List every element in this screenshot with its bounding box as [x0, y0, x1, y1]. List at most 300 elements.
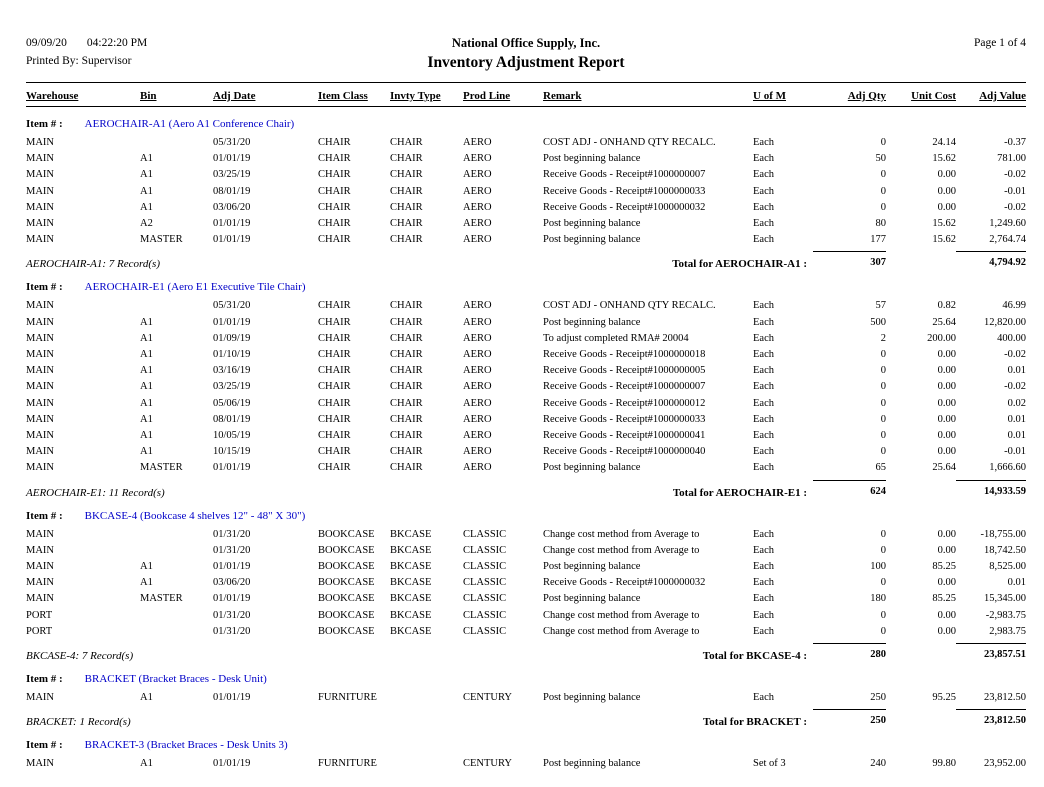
cell-prod-line: AERO — [463, 349, 492, 361]
cell-warehouse: MAIN — [26, 381, 54, 393]
table-row — [26, 690, 1026, 706]
cell-adj-qty: 0 — [880, 625, 886, 637]
cell-remark: Change cost method from Average to — [543, 528, 700, 540]
cell-warehouse: MAIN — [26, 430, 54, 442]
cell-adj-date: 01/01/19 — [213, 316, 251, 328]
cell-adj-date: 05/31/20 — [213, 137, 251, 148]
cell-u-of-m: Each — [753, 365, 774, 377]
cell-warehouse: MAIN — [26, 446, 54, 458]
cell-warehouse: MAIN — [26, 758, 54, 770]
cell-u-of-m: Each — [753, 201, 774, 213]
item-number-label: Item # : — [26, 673, 63, 686]
report-page — [26, 0, 1026, 772]
cell-invty-type: CHAIR — [390, 332, 423, 344]
printed-by-value: Supervisor — [81, 55, 132, 67]
cell-unit-cost: 25.64 — [932, 316, 956, 328]
item-group — [26, 114, 1026, 270]
cell-warehouse: MAIN — [26, 316, 54, 328]
col-header-adj-value: Adj Value — [979, 90, 1026, 102]
cell-adj-value: 23,952.00 — [984, 758, 1026, 770]
cell-remark: Change cost method from Average to — [543, 544, 700, 556]
cell-u-of-m: Set of 3 — [753, 758, 786, 770]
cell-u-of-m: Each — [753, 332, 774, 344]
item-number-label: Item # : — [26, 739, 63, 752]
cell-unit-cost: 95.25 — [932, 692, 956, 704]
cell-bin: A1 — [140, 430, 153, 442]
cell-item-class: FURNITURE — [318, 692, 377, 704]
group-total-qty: 307 — [813, 251, 886, 270]
cell-adj-date: 01/01/19 — [213, 692, 251, 704]
cell-warehouse: MAIN — [26, 413, 54, 425]
cell-unit-cost: 99.80 — [932, 758, 956, 770]
item-group — [26, 735, 1026, 772]
report-header — [26, 34, 1026, 73]
total-left-span — [26, 643, 813, 662]
cell-warehouse: MAIN — [26, 561, 54, 573]
group-total-row — [26, 251, 1026, 270]
cell-adj-value: -0.02 — [1004, 201, 1026, 213]
group-total-value: 4,794.92 — [956, 251, 1026, 270]
cell-remark: Receive Goods - Receipt#1000000007 — [543, 169, 706, 181]
cell-remark: Receive Goods - Receipt#1000000005 — [543, 365, 706, 377]
cell-item-class: BOOKCASE — [318, 528, 375, 540]
cell-unit-cost: 0.00 — [937, 544, 956, 556]
cell-item-class: CHAIR — [318, 300, 351, 312]
total-left-span — [26, 480, 813, 499]
cell-prod-line: CLASSIC — [463, 577, 507, 589]
cell-u-of-m: Each — [753, 430, 774, 442]
cell-adj-qty: 250 — [870, 692, 886, 704]
cell-unit-cost: 24.14 — [932, 137, 956, 148]
cell-unit-cost: 0.00 — [937, 528, 956, 540]
cell-adj-date: 05/31/20 — [213, 300, 251, 312]
printed-by-label: Printed By: — [26, 55, 79, 67]
cell-invty-type: CHAIR — [390, 300, 423, 312]
cell-remark: Receive Goods - Receipt#1000000007 — [543, 381, 706, 393]
cell-item-class: BOOKCASE — [318, 609, 375, 621]
total-gap — [886, 480, 956, 499]
cell-adj-date: 01/31/20 — [213, 625, 251, 637]
cell-prod-line: AERO — [463, 137, 492, 148]
total-gap — [886, 709, 956, 728]
cell-warehouse: PORT — [26, 625, 53, 637]
cell-adj-qty: 0 — [880, 413, 886, 425]
table-row — [26, 460, 1026, 476]
cell-warehouse: MAIN — [26, 169, 54, 181]
column-header-row — [26, 83, 1026, 106]
cell-adj-date: 08/01/19 — [213, 185, 251, 197]
cell-remark: Change cost method from Average to — [543, 609, 700, 621]
cell-u-of-m: Each — [753, 234, 774, 246]
cell-unit-cost: 0.00 — [937, 609, 956, 621]
cell-adj-value: -2,983.75 — [985, 609, 1026, 621]
cell-prod-line: AERO — [463, 430, 492, 442]
cell-prod-line: AERO — [463, 218, 492, 230]
cell-adj-value: -0.37 — [1004, 137, 1026, 148]
cell-adj-qty: 0 — [880, 365, 886, 377]
cell-unit-cost: 0.00 — [937, 169, 956, 181]
cell-warehouse: MAIN — [26, 593, 54, 605]
total-left-span — [26, 709, 813, 728]
cell-item-class: BOOKCASE — [318, 593, 375, 605]
cell-invty-type: CHAIR — [390, 349, 423, 361]
cell-bin: A1 — [140, 365, 153, 377]
col-header-adj-qty: Adj Qty — [847, 90, 886, 102]
cell-invty-type — [390, 756, 463, 772]
item-group — [26, 506, 1026, 662]
table-row — [26, 412, 1026, 428]
table-row — [26, 363, 1026, 379]
cell-invty-type: CHAIR — [390, 137, 423, 148]
cell-adj-date: 01/09/19 — [213, 332, 251, 344]
header-center — [427, 34, 624, 73]
group-total-label: Total for AEROCHAIR-E1 : — [672, 486, 807, 499]
cell-unit-cost: 15.62 — [932, 218, 956, 230]
col-header-invty-type: Invty Type — [390, 90, 441, 102]
cell-invty-type: CHAIR — [390, 169, 423, 181]
cell-adj-qty: 240 — [870, 758, 886, 770]
cell-invty-type: CHAIR — [390, 201, 423, 213]
cell-invty-type: CHAIR — [390, 153, 423, 165]
cell-remark: Post beginning balance — [543, 593, 641, 605]
table-row — [26, 428, 1026, 444]
group-total-label: Total for BRACKET : — [702, 716, 807, 729]
cell-prod-line: AERO — [463, 153, 492, 165]
table-row — [26, 151, 1026, 167]
cell-invty-type: CHAIR — [390, 365, 423, 377]
cell-adj-value: 18,742.50 — [984, 544, 1026, 556]
cell-remark: Receive Goods - Receipt#1000000033 — [543, 413, 706, 425]
cell-prod-line: AERO — [463, 316, 492, 328]
cell-prod-line: CLASSIC — [463, 561, 507, 573]
cell-adj-value: 23,812.50 — [984, 692, 1026, 704]
cell-adj-date: 01/31/20 — [213, 528, 251, 540]
cell-invty-type: CHAIR — [390, 234, 423, 246]
cell-adj-date: 01/01/19 — [213, 234, 251, 246]
cell-adj-qty: 0 — [880, 446, 886, 458]
col-header-remark: Remark — [543, 90, 582, 102]
table-row — [26, 608, 1026, 624]
item-group — [26, 669, 1026, 728]
cell-unit-cost: 85.25 — [932, 561, 956, 573]
cell-item-class: CHAIR — [318, 397, 351, 409]
cell-adj-qty: 2 — [880, 332, 886, 344]
table-row — [26, 331, 1026, 347]
company-name: National Office Supply, Inc. — [451, 36, 601, 50]
table-row — [26, 527, 1026, 543]
table-row — [26, 184, 1026, 200]
cell-adj-date: 03/06/20 — [213, 201, 251, 213]
record-count: BRACKET: 1 Record(s) — [26, 716, 131, 729]
cell-warehouse: MAIN — [26, 332, 54, 344]
cell-adj-qty: 0 — [880, 577, 886, 589]
col-header-unit-cost: Unit Cost — [911, 90, 956, 102]
cell-u-of-m: Each — [753, 625, 774, 637]
cell-bin: A1 — [140, 201, 153, 213]
table-row — [26, 298, 1026, 314]
cell-unit-cost: 15.62 — [932, 153, 956, 165]
cell-adj-date: 01/01/19 — [213, 462, 251, 474]
cell-warehouse: MAIN — [26, 544, 54, 556]
print-time: 04:22:20 PM — [86, 37, 148, 49]
cell-bin: A1 — [140, 185, 153, 197]
item-name-text: AEROCHAIR-E1 (Aero E1 Executive Tile Chair) — [84, 281, 306, 294]
cell-adj-value: 0.01 — [1007, 365, 1026, 377]
cell-unit-cost: 0.00 — [937, 413, 956, 425]
cell-adj-value: -0.02 — [1004, 349, 1026, 361]
table-row — [26, 591, 1026, 607]
cell-u-of-m: Each — [753, 413, 774, 425]
table-row — [26, 200, 1026, 216]
cell-adj-qty: 0 — [880, 381, 886, 393]
cell-adj-value: 0.01 — [1007, 430, 1026, 442]
cell-adj-qty: 0 — [880, 185, 886, 197]
cell-warehouse: MAIN — [26, 349, 54, 361]
cell-adj-value: 8,525.00 — [989, 561, 1026, 573]
cell-warehouse: MAIN — [26, 365, 54, 377]
cell-bin: A1 — [140, 169, 153, 181]
cell-remark: COST ADJ - ONHAND QTY RECALC. — [543, 300, 716, 312]
cell-item-class: CHAIR — [318, 153, 351, 165]
cell-item-class: CHAIR — [318, 218, 351, 230]
cell-bin: A1 — [140, 397, 153, 409]
cell-invty-type — [390, 690, 463, 706]
item-number-label: Item # : — [26, 118, 63, 130]
cell-bin: A1 — [140, 413, 153, 425]
printed-by-line — [26, 52, 427, 70]
cell-u-of-m: Each — [753, 185, 774, 197]
cell-bin: A1 — [140, 316, 153, 328]
group-total-qty: 624 — [813, 480, 886, 499]
total-left-span — [26, 251, 813, 270]
cell-invty-type: BKCASE — [390, 625, 432, 637]
cell-remark: Receive Goods - Receipt#1000000040 — [543, 446, 706, 458]
cell-prod-line: CENTURY — [463, 692, 513, 704]
table-row — [26, 575, 1026, 591]
cell-item-class: CHAIR — [318, 462, 351, 474]
table-row — [26, 756, 1026, 772]
group-total-row — [26, 643, 1026, 662]
cell-warehouse: MAIN — [26, 185, 54, 197]
cell-u-of-m: Each — [753, 593, 774, 605]
cell-warehouse: MAIN — [26, 137, 54, 148]
cell-warehouse: MAIN — [26, 300, 54, 312]
item-group — [26, 277, 1026, 498]
item-number-label: Item # : — [26, 281, 63, 294]
cell-bin: A1 — [140, 692, 153, 704]
cell-adj-date: 03/25/19 — [213, 381, 251, 393]
cell-adj-value: 12,820.00 — [984, 316, 1026, 328]
record-count: AEROCHAIR-A1: 7 Record(s) — [26, 258, 160, 271]
cell-bin: A2 — [140, 218, 153, 230]
cell-warehouse: MAIN — [26, 577, 54, 589]
cell-adj-value: 1,666.60 — [989, 462, 1026, 474]
cell-adj-date: 01/31/20 — [213, 609, 251, 621]
cell-adj-qty: 180 — [870, 593, 886, 605]
cell-u-of-m: Each — [753, 137, 774, 148]
col-header-item-class: Item Class — [318, 90, 368, 102]
cell-u-of-m: Each — [753, 316, 774, 328]
cell-prod-line: AERO — [463, 397, 492, 409]
report-body — [26, 114, 1026, 772]
group-total-qty: 250 — [813, 709, 886, 728]
cell-unit-cost: 0.00 — [937, 381, 956, 393]
cell-adj-value: 781.00 — [997, 153, 1026, 165]
cell-warehouse: MAIN — [26, 692, 54, 704]
cell-prod-line: AERO — [463, 332, 492, 344]
cell-prod-line: AERO — [463, 462, 492, 474]
cell-remark: COST ADJ - ONHAND QTY RECALC. — [543, 137, 716, 148]
cell-u-of-m: Each — [753, 300, 774, 312]
cell-u-of-m: Each — [753, 169, 774, 181]
table-row — [26, 232, 1026, 248]
cell-unit-cost: 0.00 — [937, 365, 956, 377]
cell-bin: MASTER — [140, 462, 183, 474]
total-gap — [886, 251, 956, 270]
cell-adj-qty: 0 — [880, 201, 886, 213]
cell-remark: Change cost method from Average to — [543, 625, 700, 637]
cell-bin: A1 — [140, 758, 153, 770]
cell-u-of-m: Each — [753, 561, 774, 573]
cell-adj-qty: 0 — [880, 169, 886, 181]
cell-invty-type: BKCASE — [390, 609, 432, 621]
cell-bin: A1 — [140, 561, 153, 573]
cell-invty-type: CHAIR — [390, 446, 423, 458]
cell-item-class: BOOKCASE — [318, 625, 375, 637]
header-left — [26, 34, 427, 70]
cell-adj-qty: 80 — [875, 218, 886, 230]
cell-u-of-m: Each — [753, 528, 774, 540]
cell-adj-value: -0.02 — [1004, 169, 1026, 181]
cell-item-class: BOOKCASE — [318, 544, 375, 556]
cell-item-class: BOOKCASE — [318, 561, 375, 573]
cell-bin: MASTER — [140, 593, 183, 605]
cell-adj-date: 01/31/20 — [213, 544, 251, 556]
cell-adj-qty: 0 — [880, 397, 886, 409]
cell-unit-cost: 0.00 — [937, 577, 956, 589]
cell-adj-date: 10/05/19 — [213, 430, 251, 442]
cell-bin: A1 — [140, 332, 153, 344]
cell-prod-line: AERO — [463, 201, 492, 213]
cell-u-of-m: Each — [753, 381, 774, 393]
cell-adj-qty: 65 — [875, 462, 886, 474]
total-gap — [886, 643, 956, 662]
cell-warehouse: PORT — [26, 609, 53, 621]
cell-invty-type: BKCASE — [390, 561, 432, 573]
cell-item-class: CHAIR — [318, 137, 351, 148]
item-header-line — [26, 506, 1026, 525]
item-header-line — [26, 277, 1026, 296]
cell-item-class: CHAIR — [318, 446, 351, 458]
cell-u-of-m: Each — [753, 609, 774, 621]
cell-prod-line: CLASSIC — [463, 609, 507, 621]
cell-adj-qty: 0 — [880, 137, 886, 148]
cell-remark: To adjust completed RMA# 20004 — [543, 332, 689, 344]
cell-warehouse: MAIN — [26, 528, 54, 540]
cell-item-class: CHAIR — [318, 201, 351, 213]
cell-prod-line: CLASSIC — [463, 625, 507, 637]
item-header-line — [26, 669, 1026, 688]
cell-u-of-m: Each — [753, 446, 774, 458]
cell-adj-qty: 177 — [870, 234, 886, 246]
cell-adj-qty: 0 — [880, 528, 886, 540]
cell-u-of-m: Each — [753, 462, 774, 474]
col-header-warehouse: Warehouse — [26, 90, 79, 102]
group-total-label: Total for BKCASE-4 : — [702, 650, 807, 663]
table-row — [26, 347, 1026, 363]
group-total-row — [26, 709, 1026, 728]
cell-bin — [140, 527, 213, 543]
item-name-text: AEROCHAIR-A1 (Aero A1 Conference Chair) — [84, 118, 295, 130]
cell-remark: Receive Goods - Receipt#1000000032 — [543, 201, 706, 213]
cell-prod-line: CENTURY — [463, 758, 513, 770]
cell-bin: A1 — [140, 381, 153, 393]
cell-bin — [140, 624, 213, 640]
cell-bin — [140, 543, 213, 559]
item-name-text: BKCASE-4 (Bookcase 4 shelves 12" - 48" X 30") — [84, 509, 306, 522]
cell-u-of-m: Each — [753, 692, 774, 704]
table-row — [26, 559, 1026, 575]
cell-bin: A1 — [140, 577, 153, 589]
cell-unit-cost: 0.82 — [937, 300, 956, 312]
col-header-u-of-m: U of M — [753, 90, 786, 102]
cell-invty-type: BKCASE — [390, 577, 432, 589]
cell-bin: A1 — [140, 446, 153, 458]
table-row — [26, 216, 1026, 232]
cell-adj-date: 03/06/20 — [213, 577, 251, 589]
cell-prod-line: AERO — [463, 185, 492, 197]
cell-item-class: CHAIR — [318, 413, 351, 425]
cell-adj-date: 01/01/19 — [213, 218, 251, 230]
item-name-text: BRACKET (Bracket Braces - Desk Unit) — [84, 673, 267, 686]
cell-adj-qty: 0 — [880, 430, 886, 442]
cell-unit-cost: 200.00 — [927, 332, 956, 344]
cell-adj-value: 0.02 — [1007, 397, 1026, 409]
cell-bin: A1 — [140, 153, 153, 165]
print-datetime — [26, 34, 427, 52]
table-row — [26, 135, 1026, 151]
cell-remark: Post beginning balance — [543, 462, 641, 474]
table-row — [26, 444, 1026, 460]
cell-unit-cost: 15.62 — [932, 234, 956, 246]
cell-invty-type: CHAIR — [390, 316, 423, 328]
cell-remark: Receive Goods - Receipt#1000000012 — [543, 397, 706, 409]
cell-adj-value: -0.01 — [1004, 185, 1026, 197]
cell-adj-qty: 0 — [880, 349, 886, 361]
cell-unit-cost: 0.00 — [937, 430, 956, 442]
cell-adj-value: -18,755.00 — [980, 528, 1026, 540]
cell-remark: Receive Goods - Receipt#1000000018 — [543, 349, 706, 361]
cell-item-class: CHAIR — [318, 349, 351, 361]
table-row — [26, 379, 1026, 395]
cell-prod-line: CLASSIC — [463, 528, 507, 540]
col-header-adj-date: Adj Date — [213, 90, 256, 102]
cell-unit-cost: 0.00 — [937, 397, 956, 409]
cell-bin — [140, 298, 213, 314]
record-count: BKCASE-4: 7 Record(s) — [26, 650, 134, 663]
cell-adj-value: 0.01 — [1007, 413, 1026, 425]
cell-remark: Post beginning balance — [543, 692, 641, 704]
cell-prod-line: AERO — [463, 169, 492, 181]
cell-prod-line: AERO — [463, 381, 492, 393]
cell-item-class: CHAIR — [318, 365, 351, 377]
group-total-qty: 280 — [813, 643, 886, 662]
cell-unit-cost: 0.00 — [937, 185, 956, 197]
cell-adj-date: 01/10/19 — [213, 349, 251, 361]
table-row — [26, 167, 1026, 183]
cell-bin: MASTER — [140, 234, 183, 246]
cell-remark: Post beginning balance — [543, 316, 641, 328]
